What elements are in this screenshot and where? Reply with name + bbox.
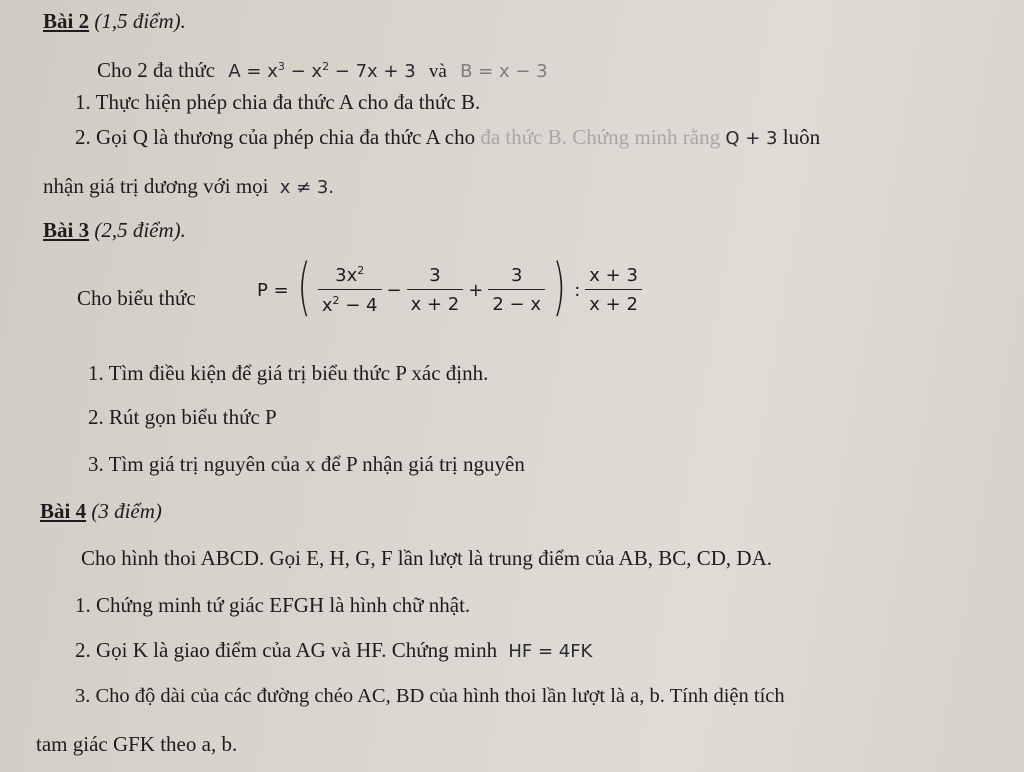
colon-op: :: [574, 279, 581, 301]
bai3-points: (2,5 điểm).: [94, 218, 186, 242]
bai4-intro: [81, 548, 772, 569]
f2-den: x + 2: [407, 289, 464, 315]
A-exp2: 2: [322, 60, 330, 73]
f1-num: 3x: [335, 265, 358, 286]
polynomial-A: [228, 61, 415, 82]
bai4-question-1: [75, 595, 470, 616]
bai3-intro-text: Cho biểu thức: [77, 286, 196, 310]
bai3-q1-text: 1. Tìm điều kiện để giá trị biểu thức P xác định.: [88, 361, 489, 385]
bai2-intro-text: Cho 2 đa thức: [97, 58, 216, 82]
bai3-question-3: [88, 454, 525, 475]
bai3-question-2: [88, 407, 277, 428]
bai3-question-1: [88, 363, 488, 384]
fraction-3: [488, 265, 545, 315]
bai4-q3-cont-text: tam giác GFK theo a, b.: [36, 732, 238, 756]
bai4-q2-expr: HF = 4FK: [508, 641, 593, 662]
A-lhs: A = x: [228, 61, 278, 82]
bai4-heading: [40, 501, 162, 522]
polynomial-B: B = x − 3: [460, 61, 548, 82]
bai3-heading: [43, 220, 186, 241]
bai2-q2-condition: x ≠ 3.: [279, 177, 335, 198]
A-mid: − x: [284, 61, 323, 82]
f1-den-rest: − 4: [339, 295, 378, 316]
bai2-heading: [43, 11, 186, 32]
minus-op: −: [386, 279, 402, 301]
bai4-q1-text: 1. Chứng minh tứ giác EFGH là hình chữ nhật.: [75, 593, 471, 617]
bai2-points: (1,5 điểm).: [94, 9, 186, 33]
bai2-q1-text: 1. Thực hiện phép chia đa thức A cho đa thức B.: [75, 90, 481, 114]
f4-num: x + 3: [589, 265, 638, 286]
fraction-2: [407, 265, 464, 315]
A-exp1: 3: [277, 60, 285, 73]
A-rhs: − 7x + 3: [329, 61, 416, 82]
bai2-title: Bài 2: [43, 9, 90, 33]
bai4-question-3-cont: [36, 734, 237, 755]
P-lhs: P =: [257, 279, 289, 301]
plus-op: +: [468, 279, 484, 301]
bai4-intro-text: Cho hình thoi ABCD. Gọi E, H, G, F lần lượt là trung điểm của AB, BC, CD, DA.: [81, 546, 772, 570]
bai2-q2-text-c: luôn: [777, 125, 821, 149]
bai2-question-1: [75, 92, 480, 113]
f2-num: 3: [429, 265, 441, 286]
f3-den: 2 − x: [488, 289, 545, 315]
bai4-q3-text: 3. Cho độ dài của các đường chéo AC, BD của hình thoi lần lượt là a, b. Tính diện tích: [75, 685, 785, 707]
fraction-4: [585, 265, 642, 315]
bai2-q2-expr: Q + 3: [725, 128, 778, 149]
bai4-title: Bài 4: [40, 499, 87, 523]
bai4-points: (3 điểm): [91, 499, 162, 523]
fraction-1: [318, 264, 382, 316]
bai3-intro: [77, 288, 196, 309]
f1-den-exp: 2: [332, 294, 340, 307]
bai3-title: Bài 3: [43, 218, 90, 242]
f4-den: x + 2: [585, 289, 642, 315]
expression-P: [254, 250, 644, 323]
bai2-question-2: [75, 127, 820, 148]
f1-den: x: [321, 295, 333, 316]
right-paren: ): [552, 250, 566, 323]
bai2-q2-cont-text: nhận giá trị dương với mọi: [43, 174, 269, 198]
bai3-q3-text: 3. Tìm giá trị nguyên của x để P nhận giá trị nguyên: [88, 452, 525, 476]
bai4-question-2: [75, 640, 592, 661]
left-paren: (: [297, 250, 311, 323]
bai2-question-2-cont: [43, 176, 334, 197]
f1-num-exp: 2: [357, 264, 365, 277]
and-word: và: [428, 61, 447, 82]
bai2-q2-text-a: 2. Gọi Q là thương của phép chia đa thức A cho: [75, 125, 476, 149]
bai4-question-3: [75, 686, 785, 707]
bai3-q2-text: 2. Rút gọn biểu thức P: [88, 405, 277, 429]
bai2-q2-text-b: đa thức B. Chứng minh rằng: [475, 125, 726, 149]
bai2-intro: [97, 60, 548, 81]
f3-num: 3: [510, 265, 523, 286]
bai4-q2-text: 2. Gọi K là giao điểm của AG và HF. Chứng minh: [75, 638, 498, 662]
